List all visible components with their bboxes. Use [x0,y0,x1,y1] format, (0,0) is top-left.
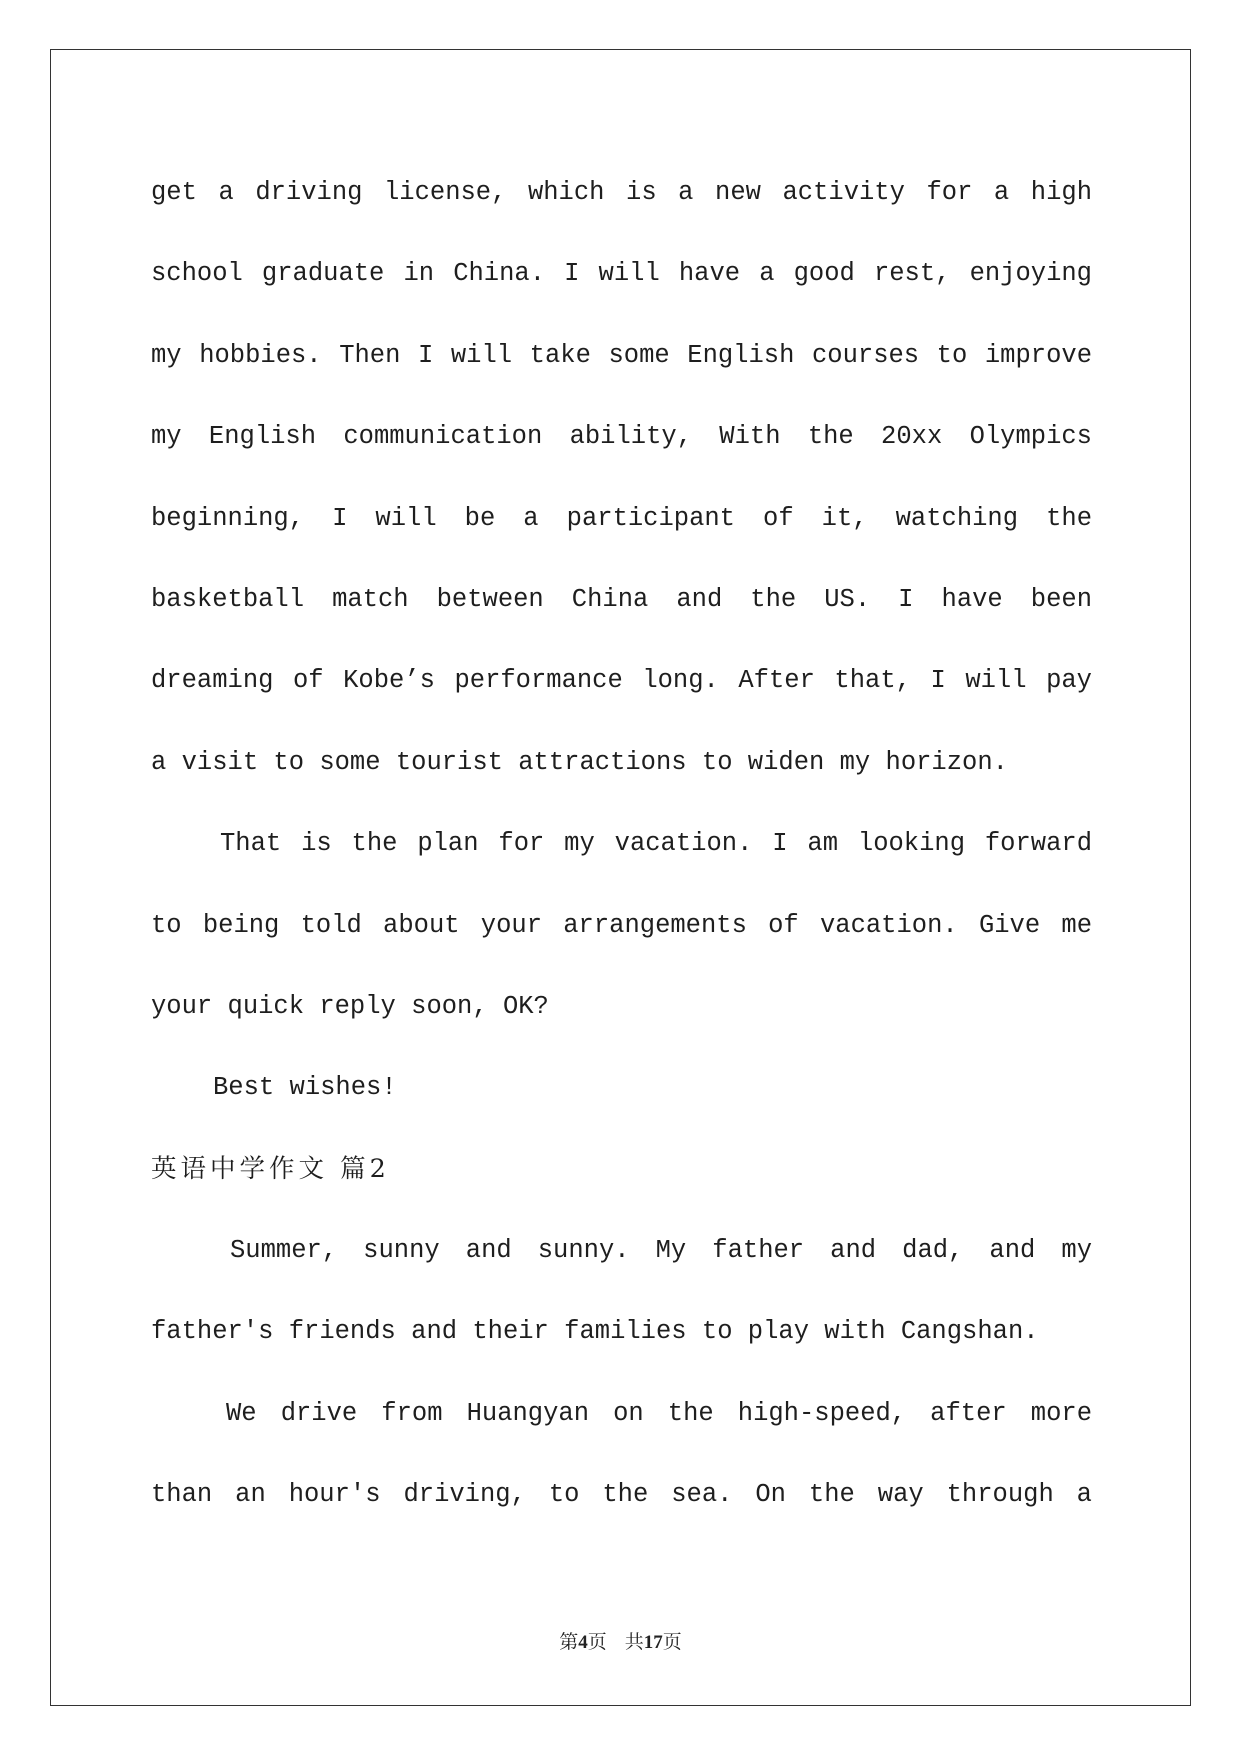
page-label-prefix: 第 [559,1632,579,1653]
text-line: dreaming of Kobe’s performance long. After that, I will pay [151,666,1092,696]
closing-line: Best wishes! [213,1073,397,1103]
text-line: beginning, I will be a participant of it, watching the [151,503,1092,533]
text-line: father's friends and their families to play with Cangshan. [151,1317,1039,1347]
text-line: than an hour's driving, to the sea. On the way through a [151,1480,1092,1510]
total-label-prefix: 共 [624,1632,644,1653]
text-line: my English communication ability, With the 20xx Olympics [151,422,1092,452]
page-number: 4 [578,1632,588,1653]
text-line: to being told about your arrangements of vacation. Give me [151,910,1092,940]
page-footer [0,1627,1241,1654]
text-line: get a driving license, which is a new activity for a high [151,178,1092,207]
text-line: school graduate in China. I will have a good rest, enjoying [151,259,1092,289]
text-line: Summer, sunny and sunny. My father and dad, and my [230,1236,1092,1266]
text-line: basketball match between China and the US. I have been [151,584,1092,614]
page-label-suffix: 页 [587,1632,607,1653]
text-line: We drive from Huangyan on the high-speed, after more [226,1398,1092,1428]
section-heading: 英语中学作文 篇2 [151,1153,390,1184]
text-line: your quick reply soon, OK? [151,991,549,1021]
total-label-suffix: 页 [662,1632,682,1653]
text-line: a visit to some tourist attractions to widen my horizon. [151,747,1008,777]
document-body [151,152,1092,1536]
text-line: That is the plan for my vacation. I am looking forward [220,829,1092,859]
text-line: my hobbies. Then I will take some English courses to improve [151,340,1092,370]
total-pages: 17 [643,1632,663,1653]
